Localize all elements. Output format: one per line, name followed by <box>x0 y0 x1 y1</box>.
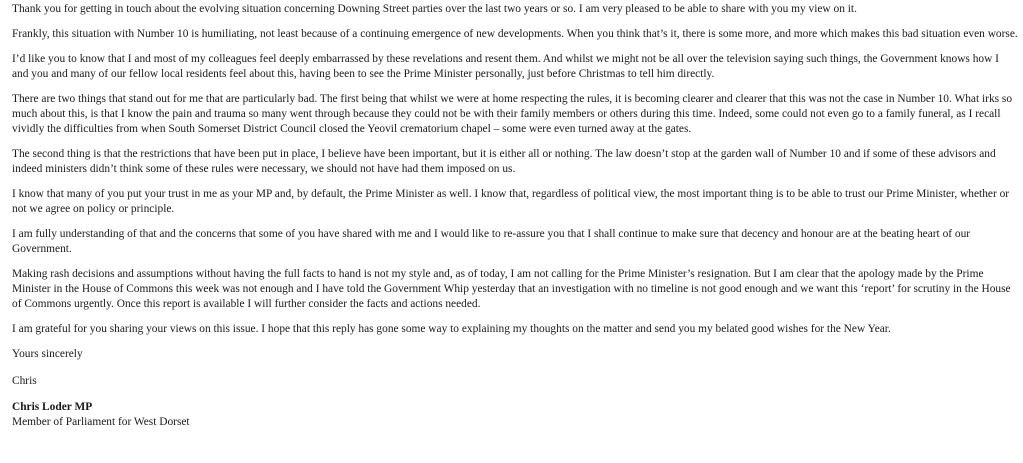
signature-name: Chris Loder MP <box>12 401 93 413</box>
letter-paragraph-5: The second thing is that the restrictions that have been put in place, I believe have been important, but it is either all or nothing. The law doesn’t stop at the garden wall of Number 10 and if some of these advisors and indeed ministers didn’t think some of these rules were necessary, we should not have had them imposed on us. <box>12 148 996 175</box>
letter-paragraph-1: Thank you for getting in touch about the evolving situation concerning Downing Street parties over the last two years or so. I am very pleased to be able to share with you my view on it. <box>12 3 857 15</box>
letter-paragraph-3: I’d like you to know that I and most of my colleagues feel deeply embarrassed by these revelations and resent them. And whilst we might not be all over the television saying such things, the Government knows how I and you and many of our fellow local residents feel about this, having been to see the Prime Minister personally, just before Christmas to tell him directly. <box>12 53 999 80</box>
signature-first-name: Chris <box>12 375 37 387</box>
letter-body <box>12 2 1018 430</box>
letter-paragraph-4: There are two things that stand out for me that are particularly bad. The first being that whilst we were at home respecting the rules, it is becoming clearer and clearer that this was not the case in Number 10. What irks so much about this, is that I know the pain and trauma so many went through because they could not be with their family members or others during this time. Indeed, some could not even go to a family funeral, as I recall vividly the difficulties from when South Somerset District Council closed the Yeovil crematorium chapel – some were even turned away at the gates. <box>12 93 1013 135</box>
letter-paragraph-2: Frankly, this situation with Number 10 is humiliating, not least because of a continuing emergence of new developments. When you think that’s it, there is some more, and more which makes this bad situation even worse. <box>12 28 1018 40</box>
letter-paragraph-9: I am grateful for you sharing your views on this issue. I hope that this reply has gone some way to explaining my thoughts on the matter and send you my belated good wishes for the New Year. <box>12 323 891 335</box>
letter-paragraph-8: Making rash decisions and assumptions without having the full facts to hand is not my style and, as of today, I am not calling for the Prime Minister’s resignation. But I am clear that the apology made by the Prime Minister in the House of Commons this week was not enough and I have told the Government Whip yesterday that an investigation with no timeline is not good enough and we want this ‘report’ for scrutiny in the House of Commons urgently. Once this report is available I will further consider the facts and actions needed. <box>12 268 1011 310</box>
signature-title: Member of Parliament for West Dorset <box>12 416 190 428</box>
letter-closing: Yours sincerely <box>12 348 83 360</box>
letter-paragraph-7: I am fully understanding of that and the concerns that some of you have shared with me and I would like to re-assure you that I shall continue to make sure that decency and honour are at the beating heart of our Government. <box>12 228 971 255</box>
letter-paragraph-6: I know that many of you put your trust in me as your MP and, by default, the Prime Minister as well. I know that, regardless of political view, the most important thing is to be able to trust our Prime Minister, whether or not we agree on policy or principle. <box>12 188 1010 215</box>
